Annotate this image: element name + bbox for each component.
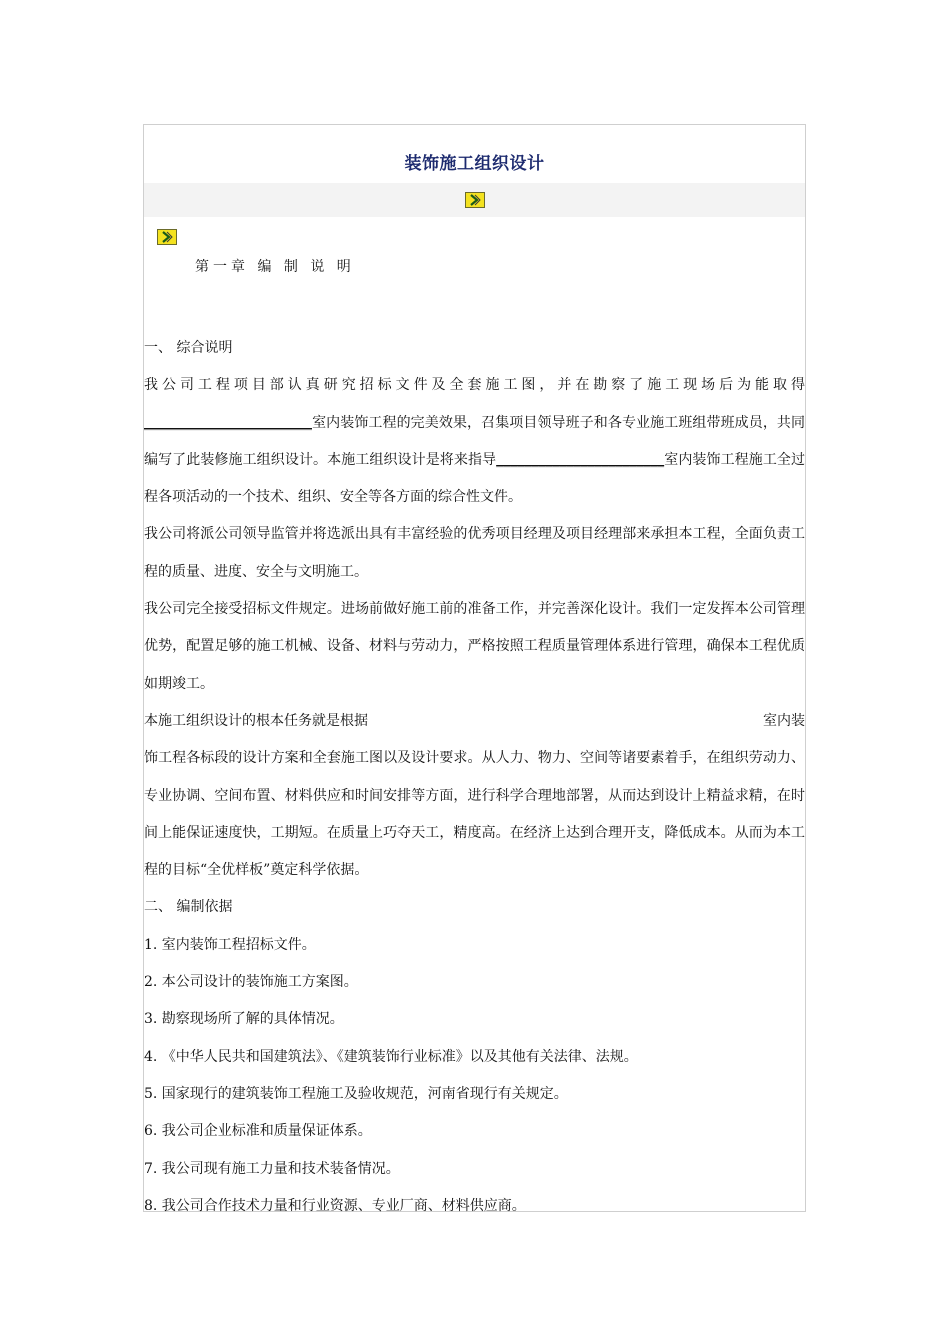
- blank-line: ________________________: [144, 414, 312, 431]
- paragraph-task-first-line: [144, 703, 805, 740]
- icon-band: [144, 183, 805, 217]
- section-heading: 二、 编制依据: [144, 899, 233, 916]
- text-run: 我公司工程项目部认真研究招标文件及全套施工图，并在勘察了施工现场后为能取得: [144, 377, 805, 394]
- list-item: 7. 我公司现有施工力量和技术装备情况。: [144, 1160, 400, 1177]
- section-heading: 一、 综合说明: [144, 340, 233, 356]
- paragraph-task: 饰工程各标段的设计方案和全套施工图以及设计要求。从人力、物力、空间等诸要素着手，在组织劳动力、专业协调、空间布置、材料供应和时间安排等方面，进行科学合理地部署，从而达到设计上精益求精，在时间上能保证速度快，工期短。在质量上巧夺天工，精度高。在经济上达到合理开支，降低成本。从而为本工程的目标“全优样板”奠定科学依据。: [144, 750, 805, 879]
- list-item: 1. 室内装饰工程招标文件。: [144, 936, 316, 953]
- document-arrow-icon: [465, 192, 485, 208]
- paragraph-acceptance: 我公司完全接受招标文件规定。进场前做好施工前的准备工作，并完善深化设计。我们一定发挥本公司管理优势，配置足够的施工机械、设备、材料与劳动力，严格按照工程质量管理体系进行管理，确保本工程优质如期竣工。: [144, 601, 805, 692]
- list-item: 8. 我公司合作技术力量和行业资源、专业厂商、材料供应商。: [144, 1197, 526, 1214]
- chapter-heading: 第一章 编 制 说 明: [195, 259, 355, 275]
- list-item: 6. 我公司企业标准和质量保证体系。: [144, 1123, 372, 1140]
- paragraph-overview: [144, 367, 805, 516]
- document-title: 装饰施工组织设计: [404, 154, 545, 174]
- list-item: 4. 《中华人民共和国建筑法》、《建筑装饰行业标准》以及其他有关法律、法规。: [144, 1048, 638, 1065]
- text-run: 室内装饰工程的完美效果，召集项目领导班子和各专业施工班组带班成员，共同编写了此装修施工组织设计。本施工组织设计是将来指导: [144, 414, 805, 468]
- document-arrow-icon: [157, 229, 177, 245]
- list-item: 5. 国家现行的建筑装饰工程施工及验收规范，河南省现行有关规定。: [144, 1085, 568, 1102]
- text-run: 室内装: [763, 712, 805, 729]
- list-item: 2. 本公司设计的装饰施工方案图。: [144, 974, 358, 991]
- paragraph-management: 我公司将派公司领导监管并将选派出具有丰富经验的优秀项目经理及项目经理部来承担本工程，全面负责工程的质量、进度、安全与文明施工。: [144, 526, 805, 580]
- text-run: 室内装饰工程施工全过程各项活动的一个技术、组织、安全等各方面的综合性文件。: [144, 451, 806, 506]
- text-run: 本施工组织设计的根本任务就是根据: [144, 712, 368, 729]
- list-item: 3. 勘察现场所了解的具体情况。: [144, 1011, 344, 1028]
- blank-line: ________________________: [496, 451, 665, 468]
- document-content: [144, 330, 805, 1225]
- document-page: [143, 124, 806, 1212]
